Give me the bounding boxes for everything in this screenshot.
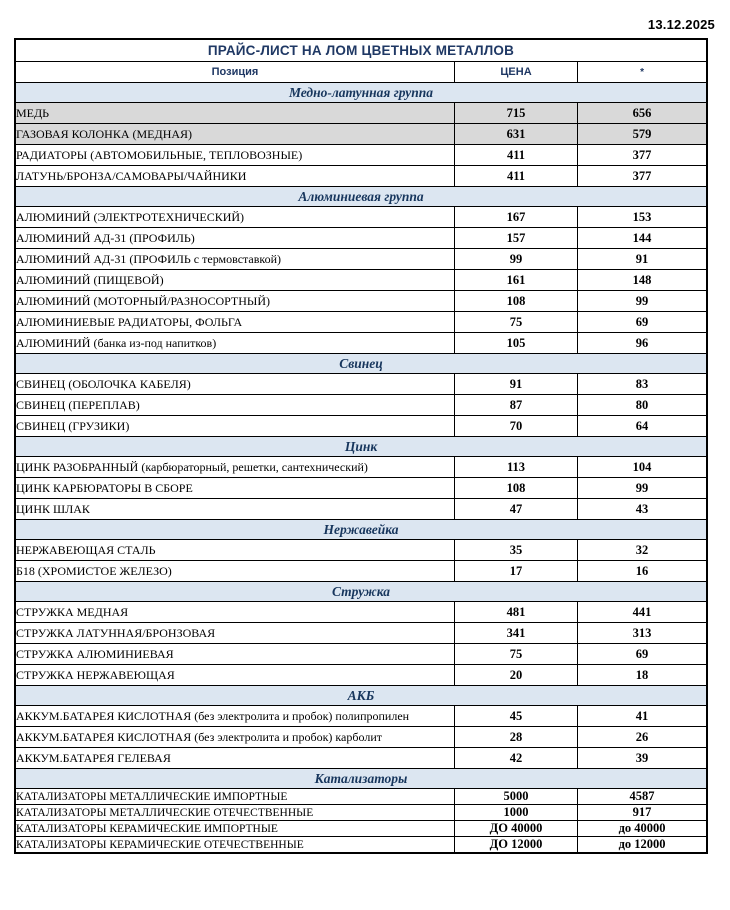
alt-price-value: 99 [578,478,707,499]
alt-price-value: 917 [578,805,707,821]
item-label: ЦИНК РАЗОБРАННЫЙ (карбюраторный, решетки, сантехнический) [15,457,454,478]
price-value: 75 [454,312,577,333]
item-label: ЛАТУНЬ/БРОНЗА/САМОВАРЫ/ЧАЙНИКИ [15,166,454,187]
price-value: 411 [454,166,577,187]
table-row [15,457,707,478]
table-row [15,103,707,124]
table-row [15,228,707,249]
item-label: СТРУЖКА МЕДНАЯ [15,602,454,623]
price-value: 105 [454,333,577,354]
item-label: ГАЗОВАЯ КОЛОНКА (МЕДНАЯ) [15,124,454,145]
table-row [15,333,707,354]
alt-price-value: 441 [578,602,707,623]
alt-price-value: 96 [578,333,707,354]
price-table-body [15,83,707,854]
price-value: 108 [454,478,577,499]
price-value: 161 [454,270,577,291]
item-label: СТРУЖКА АЛЮМИНИЕВАЯ [15,644,454,665]
alt-price-value: 64 [578,416,707,437]
section-header-row [15,582,707,602]
table-row [15,540,707,561]
table-row [15,805,707,821]
item-label: АЛЮМИНИЙ (МОТОРНЫЙ/РАЗНОСОРТНЫЙ) [15,291,454,312]
item-label: АЛЮМИНИЙ АД-31 (ПРОФИЛЬ с термовставкой) [15,249,454,270]
table-row [15,207,707,228]
table-row [15,145,707,166]
price-value: 47 [454,499,577,520]
column-header-position: Позиция [15,62,454,83]
table-row [15,478,707,499]
price-value: 5000 [454,789,577,805]
item-label: АЛЮМИНИЙ (ЭЛЕКТРОТЕХНИЧЕСКИЙ) [15,207,454,228]
section-header-row [15,686,707,706]
alt-price-value: 104 [578,457,707,478]
alt-price-value: 69 [578,644,707,665]
table-row [15,748,707,769]
table-row [15,249,707,270]
table-row [15,706,707,727]
item-label: КАТАЛИЗАТОРЫ КЕРАМИЧЕСКИЕ ОТЕЧЕСТВЕННЫЕ [15,837,454,854]
section-title: Стружка [15,582,707,602]
section-header-row [15,354,707,374]
alt-price-value: 18 [578,665,707,686]
price-value: 20 [454,665,577,686]
section-title: Цинк [15,437,707,457]
price-value: 42 [454,748,577,769]
item-label: СТРУЖКА НЕРЖАВЕЮЩАЯ [15,665,454,686]
item-label: ЦИНК КАРБЮРАТОРЫ В СБОРЕ [15,478,454,499]
table-row [15,789,707,805]
price-value: 411 [454,145,577,166]
table-row [15,727,707,748]
price-value: 28 [454,727,577,748]
price-value: 35 [454,540,577,561]
document-date: 13.12.2025 [647,17,715,32]
section-title: Нержавейка [15,520,707,540]
price-value: 341 [454,623,577,644]
title-row [15,39,707,62]
table-row [15,416,707,437]
table-row [15,166,707,187]
alt-price-value: 91 [578,249,707,270]
price-value: 91 [454,374,577,395]
section-header-row [15,769,707,789]
item-label: РАДИАТОРЫ (АВТОМОБИЛЬНЫЕ, ТЕПЛОВОЗНЫЕ) [15,145,454,166]
item-label: СВИНЕЦ (ПЕРЕПЛАВ) [15,395,454,416]
alt-price-value: 313 [578,623,707,644]
alt-price-value: 579 [578,124,707,145]
item-label: АЛЮМИНИЙ АД-31 (ПРОФИЛЬ) [15,228,454,249]
table-row [15,602,707,623]
alt-price-value: 377 [578,145,707,166]
price-value: ДО 40000 [454,821,577,837]
price-value: 631 [454,124,577,145]
alt-price-value: 4587 [578,789,707,805]
price-value: 45 [454,706,577,727]
table-row [15,374,707,395]
price-value: 70 [454,416,577,437]
item-label: СВИНЕЦ (ГРУЗИКИ) [15,416,454,437]
table-row [15,644,707,665]
table-row [15,395,707,416]
section-header-row [15,83,707,103]
alt-price-value: 16 [578,561,707,582]
price-value: 157 [454,228,577,249]
section-title: Свинец [15,354,707,374]
price-value: ДО 12000 [454,837,577,854]
table-row [15,821,707,837]
column-header-star: * [578,62,707,83]
section-title: Алюминиевая группа [15,187,707,207]
table-row [15,499,707,520]
table-row [15,837,707,854]
price-value: 17 [454,561,577,582]
price-value: 87 [454,395,577,416]
alt-price-value: 377 [578,166,707,187]
alt-price-value: 39 [578,748,707,769]
price-value: 167 [454,207,577,228]
price-table [14,38,708,854]
table-row [15,291,707,312]
section-title: Медно-латунная группа [15,83,707,103]
item-label: АККУМ.БАТАРЕЯ ГЕЛЕВАЯ [15,748,454,769]
alt-price-value: до 12000 [578,837,707,854]
item-label: КАТАЛИЗАТОРЫ МЕТАЛЛИЧЕСКИЕ ОТЕЧЕСТВЕННЫЕ [15,805,454,821]
item-label: ЦИНК ШЛАК [15,499,454,520]
price-value: 108 [454,291,577,312]
alt-price-value: 153 [578,207,707,228]
item-label: НЕРЖАВЕЮЩАЯ СТАЛЬ [15,540,454,561]
alt-price-value: 26 [578,727,707,748]
item-label: МЕДЬ [15,103,454,124]
table-row [15,561,707,582]
alt-price-value: 656 [578,103,707,124]
table-row [15,270,707,291]
alt-price-value: 80 [578,395,707,416]
table-row [15,665,707,686]
alt-price-value: 144 [578,228,707,249]
item-label: АЛЮМИНИЕВЫЕ РАДИАТОРЫ, ФОЛЬГА [15,312,454,333]
alt-price-value: 43 [578,499,707,520]
alt-price-value: 69 [578,312,707,333]
price-value: 75 [454,644,577,665]
price-value: 481 [454,602,577,623]
alt-price-value: 99 [578,291,707,312]
column-header-price: ЦЕНА [454,62,577,83]
item-label: АККУМ.БАТАРЕЯ КИСЛОТНАЯ (без электролита и пробок) полипропилен [15,706,454,727]
alt-price-value: 148 [578,270,707,291]
item-label: КАТАЛИЗАТОРЫ КЕРАМИЧЕСКИЕ ИМПОРТНЫЕ [15,821,454,837]
table-row [15,312,707,333]
section-header-row [15,520,707,540]
item-label: Б18 (ХРОМИСТОЕ ЖЕЛЕЗО) [15,561,454,582]
table-row [15,623,707,644]
item-label: КАТАЛИЗАТОРЫ МЕТАЛЛИЧЕСКИЕ ИМПОРТНЫЕ [15,789,454,805]
section-header-row [15,437,707,457]
item-label: АЛЮМИНИЙ (банка из-под напитков) [15,333,454,354]
price-value: 1000 [454,805,577,821]
item-label: СТРУЖКА ЛАТУННАЯ/БРОНЗОВАЯ [15,623,454,644]
page-title: ПРАЙС-ЛИСТ НА ЛОМ ЦВЕТНЫХ МЕТАЛЛОВ [15,39,707,62]
price-value: 113 [454,457,577,478]
section-title: Катализаторы [15,769,707,789]
alt-price-value: 32 [578,540,707,561]
alt-price-value: 83 [578,374,707,395]
table-row [15,124,707,145]
alt-price-value: до 40000 [578,821,707,837]
column-header-row [15,62,707,83]
price-value: 99 [454,249,577,270]
section-header-row [15,187,707,207]
item-label: АЛЮМИНИЙ (ПИЩЕВОЙ) [15,270,454,291]
item-label: СВИНЕЦ (ОБОЛОЧКА КАБЕЛЯ) [15,374,454,395]
price-value: 715 [454,103,577,124]
section-title: АКБ [15,686,707,706]
alt-price-value: 41 [578,706,707,727]
item-label: АККУМ.БАТАРЕЯ КИСЛОТНАЯ (без электролита и пробок) карболит [15,727,454,748]
